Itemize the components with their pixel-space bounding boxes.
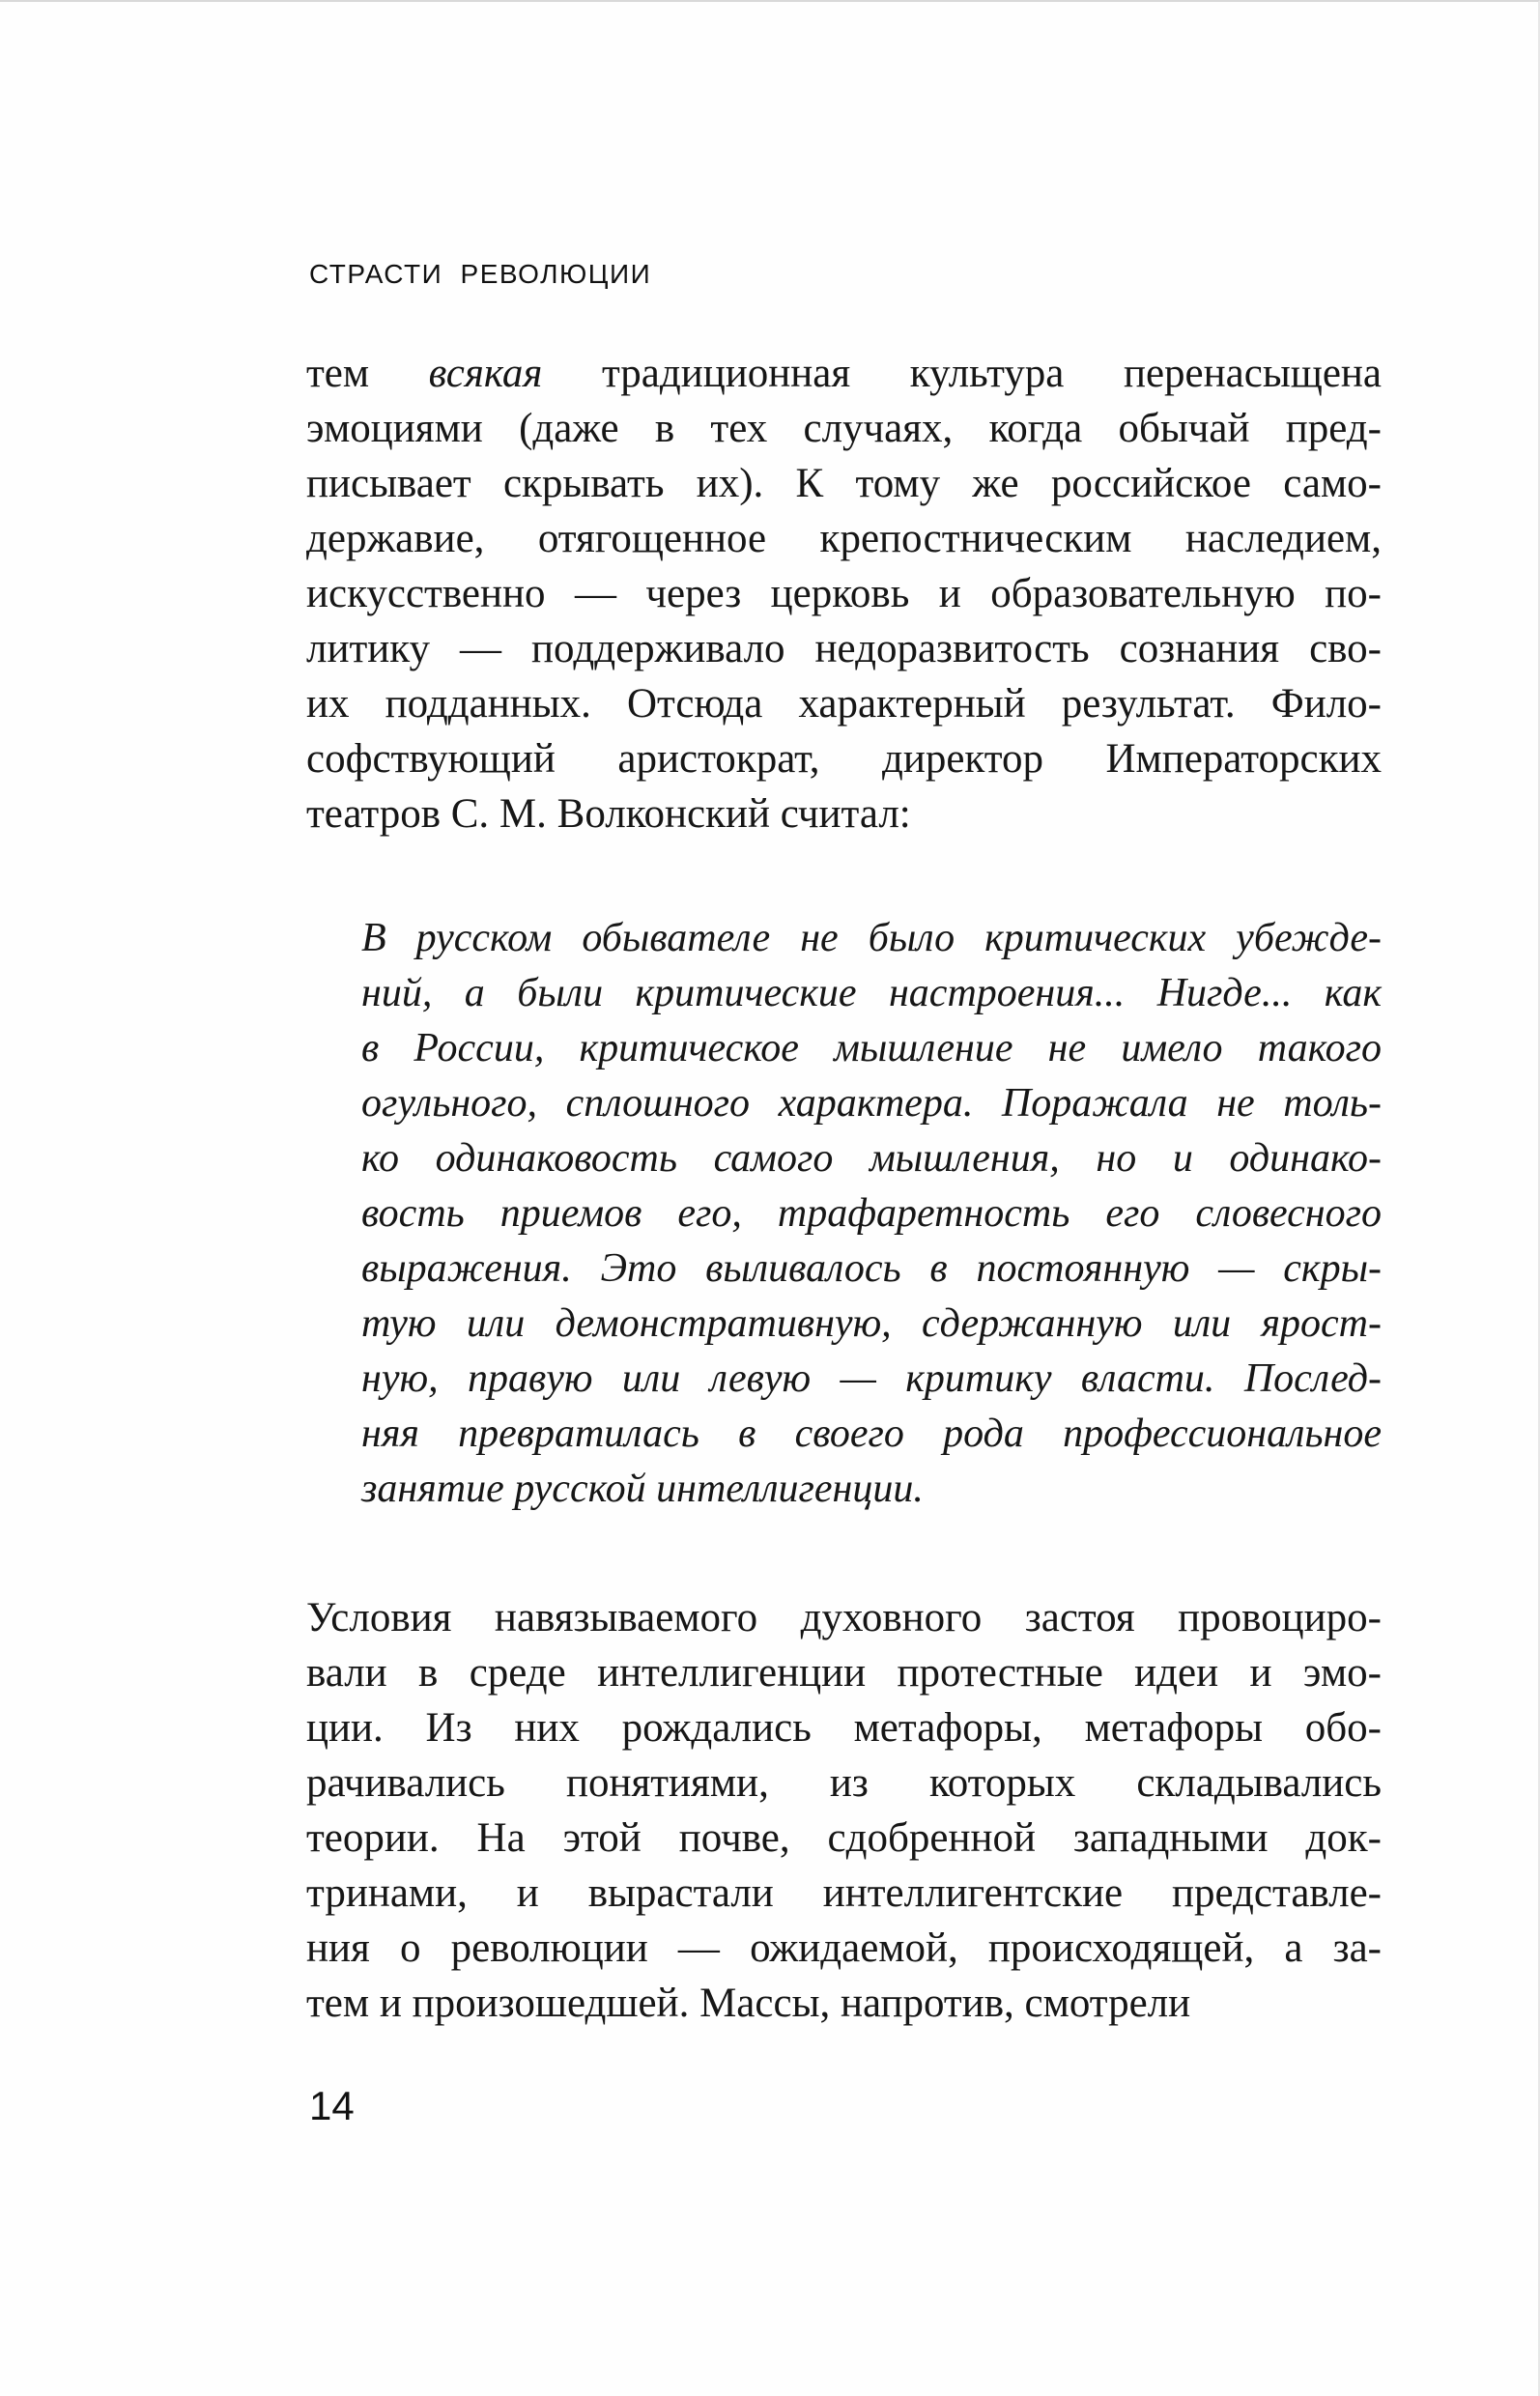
text-line: няя превратилась в своего рода профессиональное [361, 1412, 1382, 1456]
block-quote [361, 911, 1382, 1517]
text-segment: тем [306, 351, 429, 396]
text-line: искусственно — через церковь и образовательную по- [306, 571, 1382, 616]
text-line: ния о революции — ожидаемой, происходящей, а за- [306, 1925, 1382, 1971]
text-line: эмоциями (даже в тех случаях, когда обычай пред- [306, 406, 1382, 451]
text-segment-italic: всякая [428, 351, 543, 396]
text-line: тем и произошедшей. Массы, напротив, смотрели [306, 1981, 1191, 2026]
running-head: СТРАСТИ РЕВОЛЮЦИИ [309, 259, 652, 289]
text-line: в России, критическое мышление не имело такого [361, 1026, 1382, 1070]
text-line: софствующий аристократ, директор Императорских [306, 736, 1382, 782]
text-line: огульного, сплошного характера. Поражала не толь- [361, 1081, 1382, 1126]
paragraph-1 [306, 346, 1382, 841]
paragraph-2-lines [306, 1590, 1382, 2031]
paragraph-2 [306, 1590, 1382, 2031]
text-line: выражения. Это выливалось в постоянную — скры- [361, 1246, 1382, 1291]
page-number: 14 [309, 2083, 355, 2128]
text-column [306, 346, 1382, 2031]
block-quote-lines [361, 911, 1382, 1517]
text-line: занятие русской интеллигенции. [361, 1467, 924, 1511]
text-line: теории. На этой почве, сдобренной западными док- [306, 1815, 1382, 1861]
text-line [306, 346, 1382, 401]
text-line: ную, правую или левую — критику власти. Послед- [361, 1356, 1382, 1401]
text-line: литику — поддерживало недоразвитость сознания сво- [306, 626, 1382, 671]
text-line: ции. Из них рождались метафоры, метафоры обо- [306, 1705, 1382, 1751]
text-line: писывает скрывать их). К тому же российское само- [306, 461, 1382, 506]
text-line: театров С. М. Волконский считал: [306, 791, 911, 837]
text-line: тринами, и вырастали интеллигентские представле- [306, 1870, 1382, 1916]
paragraph-1-lines [306, 401, 1382, 841]
text-segment: традиционная культура перенасыщена [542, 351, 1382, 396]
text-line: ний, а были критические настроения... Нигде... как [361, 971, 1382, 1015]
text-line: рачивались понятиями, из которых складывались [306, 1760, 1382, 1806]
text-line: державие, отягощенное крепостническим наследием, [306, 516, 1382, 561]
text-line: вали в среде интеллигенции протестные идеи и эмо- [306, 1650, 1382, 1696]
text-line: тую или демонстративную, сдержанную или ярост- [361, 1301, 1382, 1346]
text-line: вость приемов его, трафаретность его словесного [361, 1191, 1382, 1236]
text-line: их подданных. Отсюда характерный результат. Фило- [306, 681, 1382, 727]
text-line: ко одинаковость самого мышления, но и одинако- [361, 1136, 1382, 1181]
text-line: В русском обывателе не было критических убежде- [361, 916, 1382, 960]
text-line: Условия навязываемого духовного застоя провоциро- [306, 1595, 1382, 1640]
